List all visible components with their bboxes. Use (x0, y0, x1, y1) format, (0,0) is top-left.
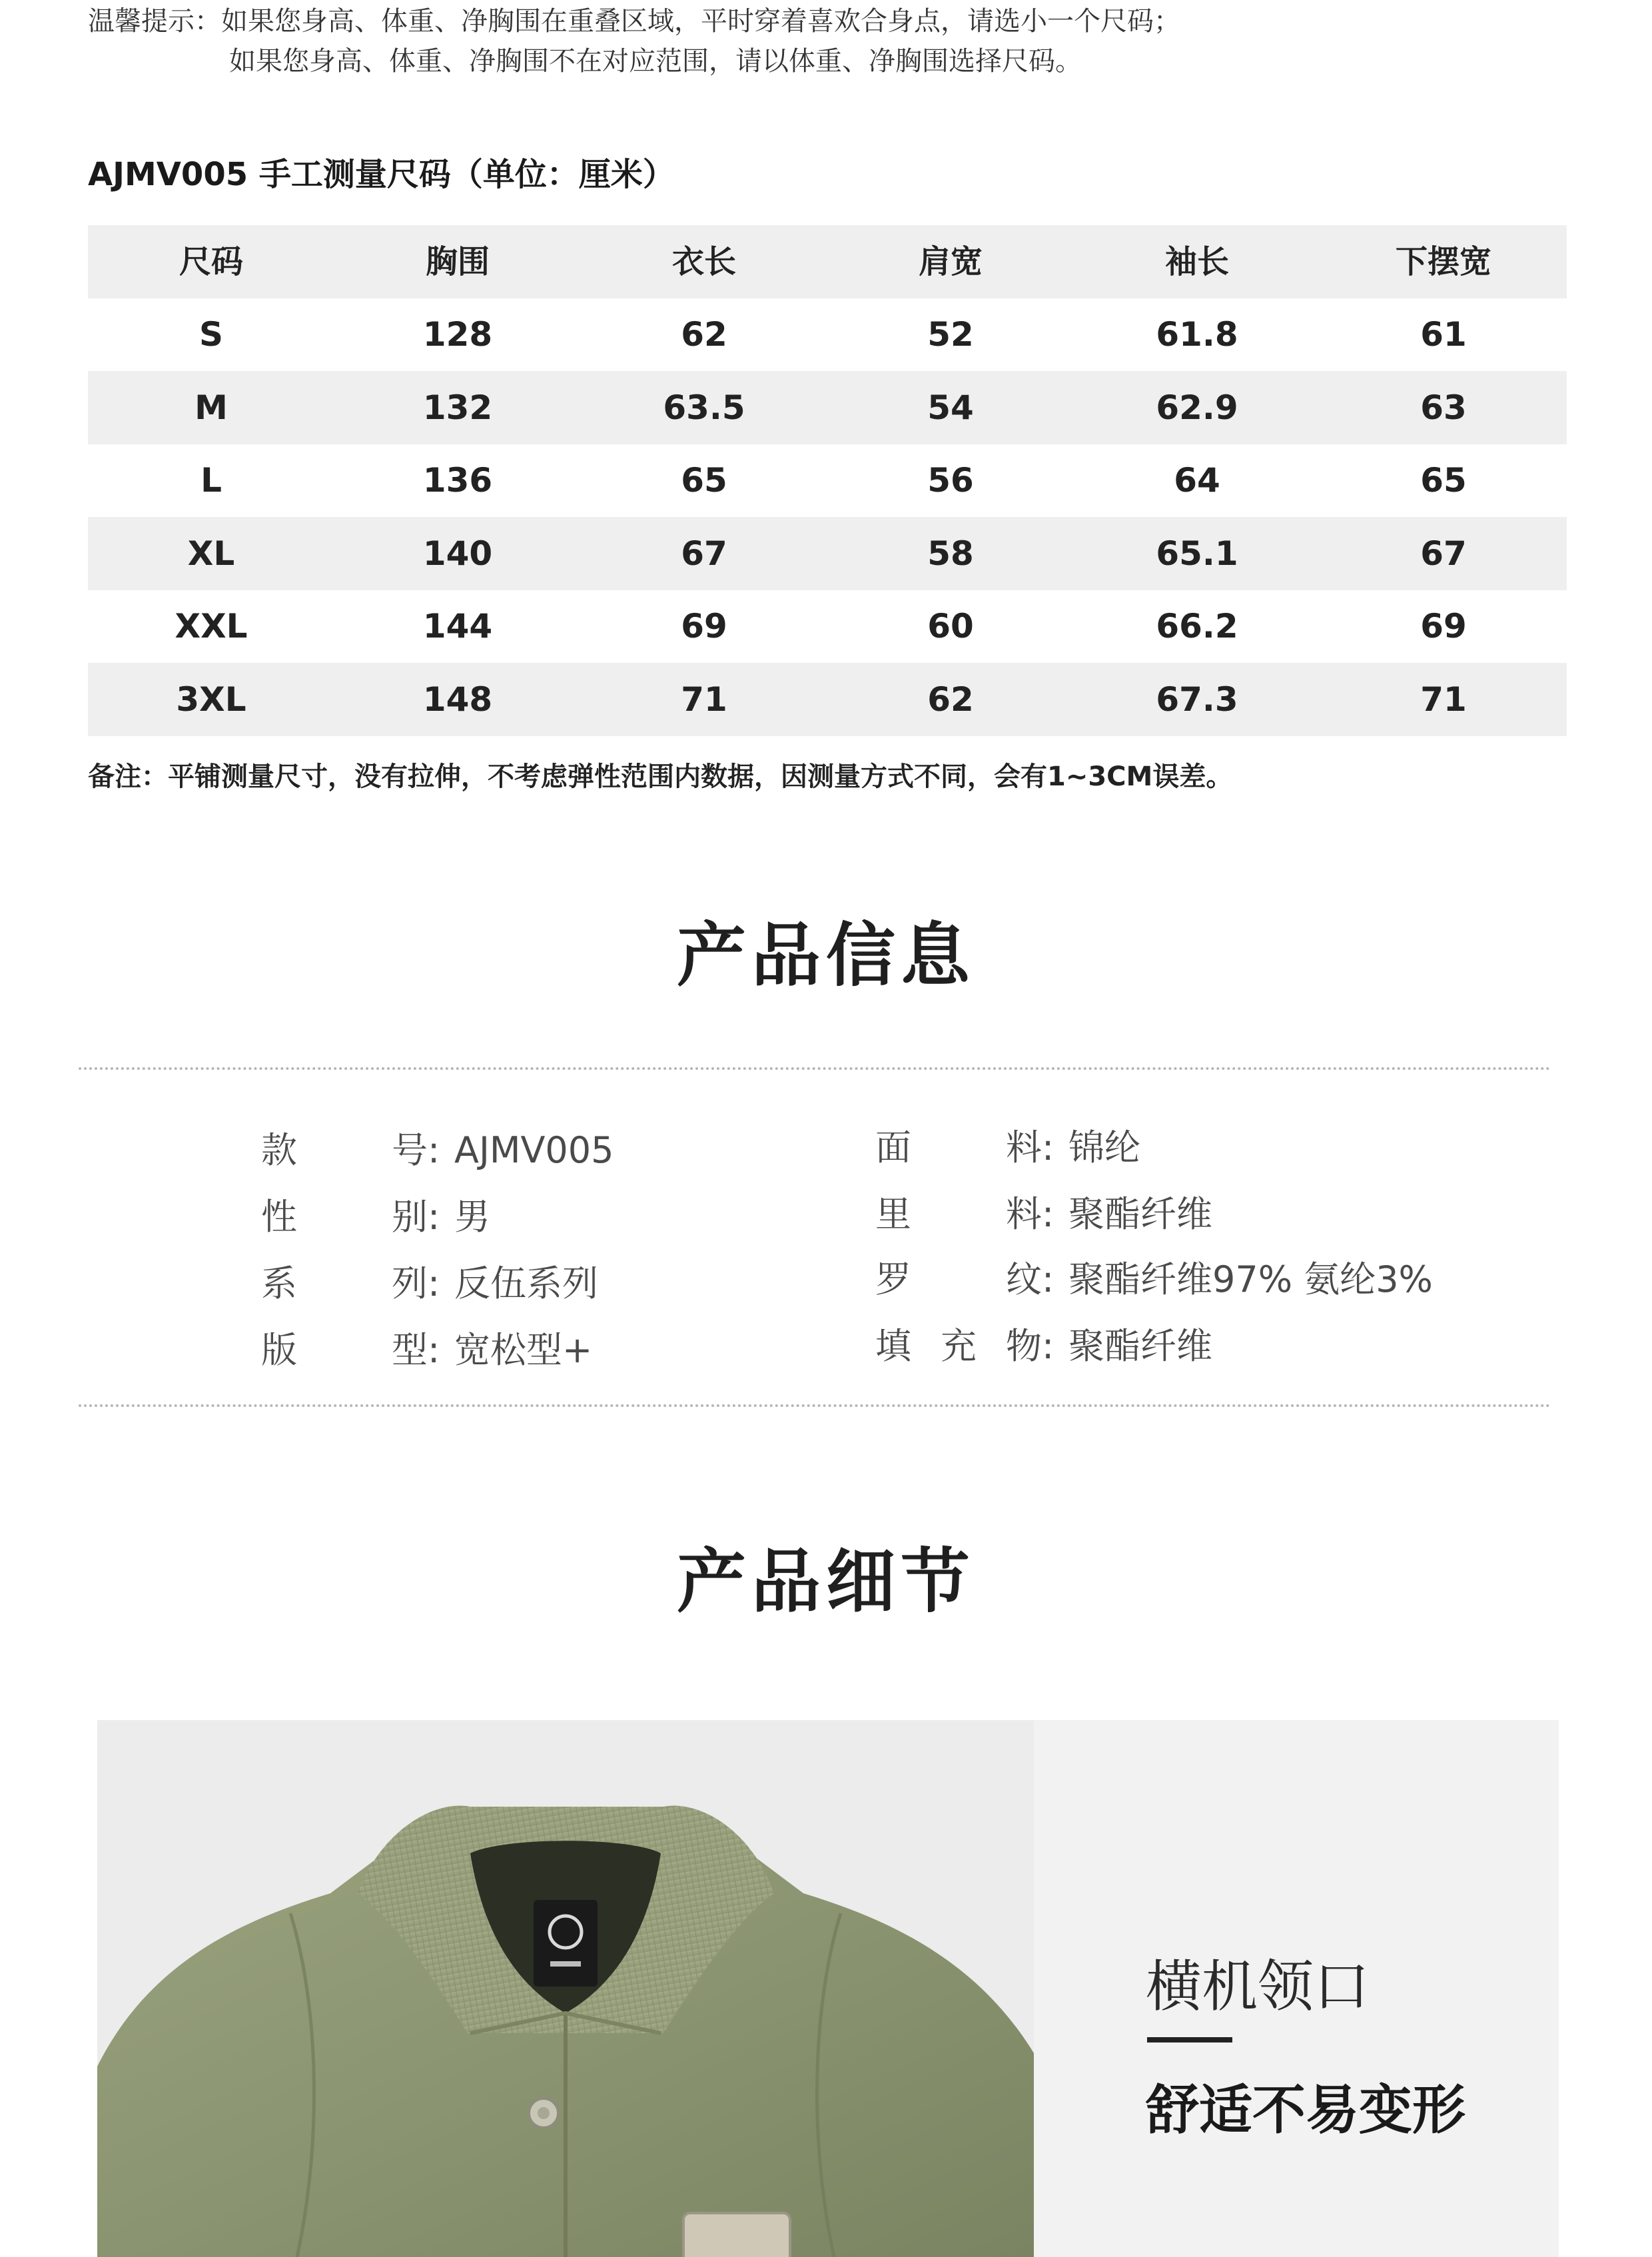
info-item-gender (261, 1196, 490, 1238)
size-table-note: 备注：平铺测量尺寸，没有拉伸，不考虑弹性范围内数据，因测量方式不同，会有1~3CM误差。 (88, 761, 1233, 792)
table-cell: 64 (1174, 461, 1220, 500)
info-label: 款号 (261, 1129, 428, 1171)
table-cell: S (199, 315, 223, 354)
table-cell: 63.5 (663, 388, 745, 427)
table-cell: 69 (1420, 607, 1467, 646)
table-row (88, 590, 1567, 664)
info-colon: : (1042, 1258, 1054, 1300)
table-cell: 62 (681, 315, 727, 354)
info-item-style-number (261, 1129, 614, 1171)
info-value: 聚酯纤维 (1068, 1193, 1212, 1235)
table-cell: 61 (1420, 315, 1467, 354)
info-item-series (261, 1262, 598, 1304)
info-colon: : (428, 1196, 440, 1238)
table-cell: XXL (175, 607, 248, 646)
info-value: AJMV005 (454, 1129, 614, 1171)
column-header: 尺码 (179, 242, 243, 280)
size-tip-line-1: 温馨提示：如果您身高、体重、净胸围在重叠区域，平时穿着喜欢合身点，请选小一个尺码； (88, 6, 1180, 37)
info-label: 版型 (261, 1329, 428, 1371)
info-item-fabric (875, 1127, 1140, 1168)
info-colon: : (428, 1329, 440, 1371)
size-table-header-row (88, 225, 1567, 298)
feature-divider (1147, 2037, 1232, 2042)
table-row (88, 371, 1567, 444)
info-label: 填充物 (875, 1325, 1042, 1367)
info-value: 反伍系列 (454, 1262, 598, 1304)
table-row (88, 298, 1567, 372)
table-cell: XL (187, 534, 235, 573)
info-colon: : (1042, 1325, 1054, 1367)
table-cell: 62.9 (1156, 388, 1238, 427)
table-row (88, 517, 1567, 590)
table-cell: 65 (1420, 461, 1467, 500)
column-header: 衣长 (671, 242, 736, 280)
table-row (88, 444, 1567, 518)
column-header: 下摆宽 (1395, 242, 1491, 280)
divider-bottom (79, 1404, 1551, 1407)
table-cell: 3XL (176, 679, 246, 719)
table-cell: 128 (422, 315, 493, 354)
table-cell: 67 (1420, 534, 1467, 573)
info-item-filling (875, 1325, 1212, 1367)
table-cell: 71 (681, 679, 727, 719)
size-tip-line-2: 如果您身高、体重、净胸围不在对应范围，请以体重、净胸围选择尺码。 (229, 46, 1082, 77)
table-cell: 66.2 (1156, 607, 1238, 646)
table-cell: 52 (927, 315, 974, 354)
table-cell: 140 (422, 534, 493, 573)
column-header: 袖长 (1164, 242, 1229, 280)
table-cell: 148 (422, 679, 493, 719)
table-row (88, 663, 1567, 736)
info-colon: : (428, 1262, 440, 1304)
feature-subtitle: 舒适不易变形 (1146, 2079, 1465, 2141)
jacket-collar-photo (97, 1720, 1034, 2257)
info-value: 男 (454, 1196, 490, 1238)
table-cell: 67 (681, 534, 727, 573)
table-cell: 132 (422, 388, 493, 427)
column-header: 肩宽 (918, 242, 983, 280)
table-cell: L (201, 461, 222, 500)
jacket-illustration (97, 1720, 1034, 2257)
table-cell: 61.8 (1156, 315, 1238, 354)
table-cell: 60 (927, 607, 974, 646)
table-cell: 71 (1420, 679, 1467, 719)
product-detail-title: 产品细节 (676, 1541, 975, 1622)
table-cell: 65 (681, 461, 727, 500)
info-item-fit (261, 1329, 593, 1371)
info-label: 系列 (261, 1262, 428, 1304)
info-value: 宽松型+ (454, 1329, 593, 1371)
info-value: 聚酯纤维97% 氨纶3% (1068, 1258, 1433, 1300)
table-cell: 136 (422, 461, 493, 500)
info-label: 罗纹 (875, 1258, 1042, 1300)
table-cell: 62 (927, 679, 974, 719)
info-value: 聚酯纤维 (1068, 1325, 1212, 1367)
size-table-heading: AJMV005 手工测量尺码（单位：厘米） (88, 156, 675, 193)
table-cell: 144 (422, 607, 493, 646)
info-item-lining (875, 1193, 1212, 1235)
table-cell: 65.1 (1156, 534, 1238, 573)
info-colon: : (1042, 1193, 1054, 1235)
info-item-rib (875, 1258, 1433, 1300)
table-cell: 69 (681, 607, 727, 646)
divider-top (79, 1067, 1551, 1070)
info-colon: : (428, 1129, 440, 1171)
column-header: 胸围 (425, 242, 490, 280)
table-cell: 63 (1420, 388, 1467, 427)
table-cell: 56 (927, 461, 974, 500)
table-cell: 58 (927, 534, 974, 573)
table-cell: 54 (927, 388, 974, 427)
table-cell: M (195, 388, 228, 427)
info-label: 面料 (875, 1127, 1042, 1168)
info-colon: : (1042, 1127, 1054, 1168)
info-label: 里料 (875, 1193, 1042, 1235)
size-table (88, 225, 1567, 736)
product-info-title: 产品信息 (676, 915, 975, 996)
feature-title: 横机领口 (1146, 1954, 1370, 2019)
table-cell: 67.3 (1156, 679, 1238, 719)
info-value: 锦纶 (1068, 1127, 1140, 1168)
info-label: 性别 (261, 1196, 428, 1238)
